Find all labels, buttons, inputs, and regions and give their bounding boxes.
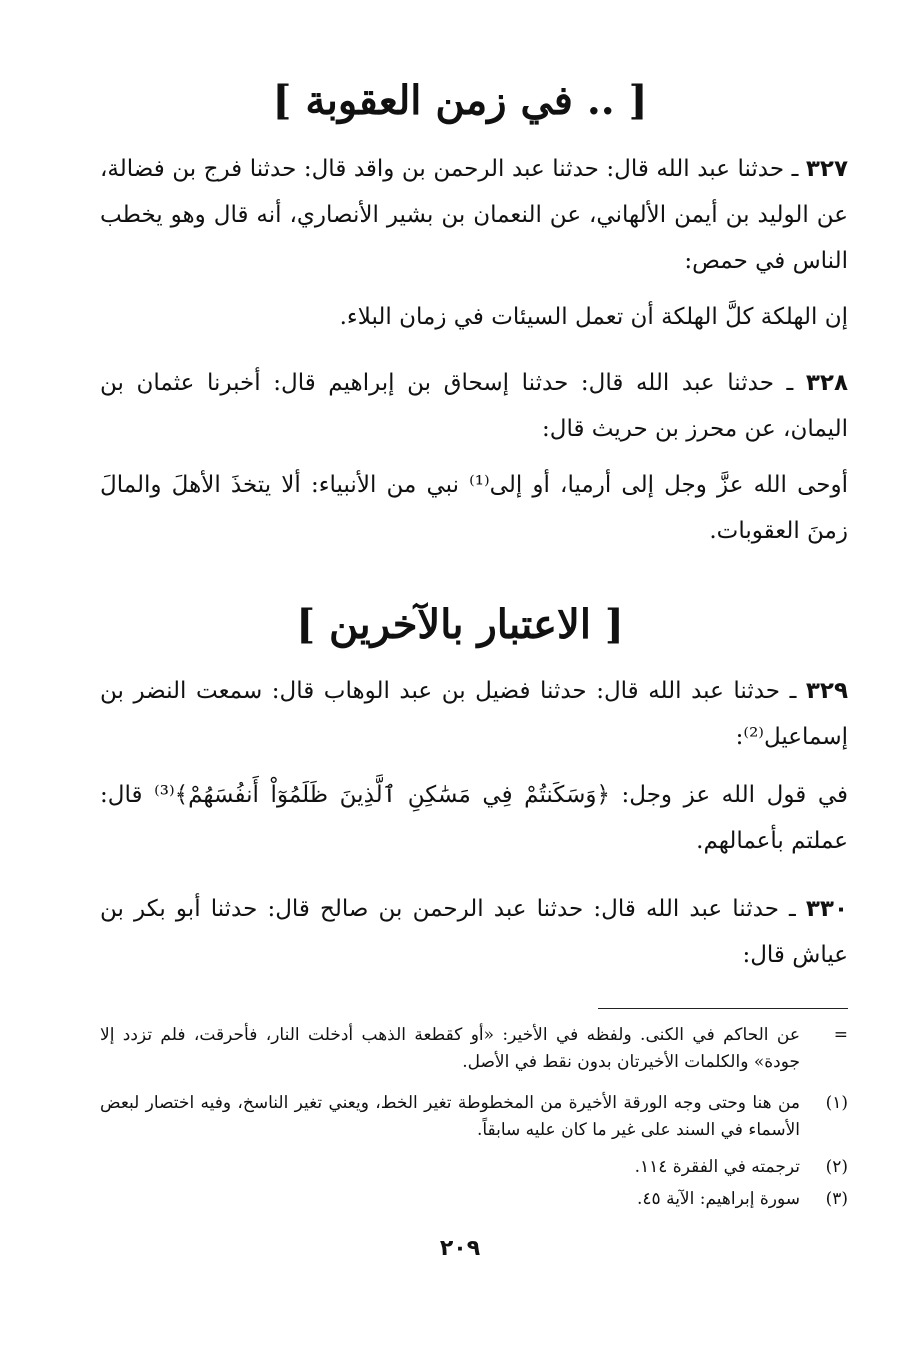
hadith-327-text: إن الهلكة كلَّ الهلكة أن تعمل السيئات في زمان البلاء. — [339, 304, 848, 330]
hadith-chain: ـ حدثنا عبد الله قال: حدثنا فضيل بن عبد الوهاب قال: سمعت النضر بن إسماعيل⁽²⁾: — [100, 678, 848, 750]
footnote-2 — [100, 1154, 848, 1181]
footnote-text: سورة إبراهيم: الآية ٤٥. — [637, 1189, 800, 1209]
footnote-continued — [100, 1022, 848, 1076]
hadith-327 — [100, 146, 848, 284]
hadith-329-text: في قول الله عز وجل: ﴿وَسَكَنتُمْ فِي مَسَٰكِنِ ٱلَّذِينَ ظَلَمُوٓاْ أَنفُسَهُمْ﴾⁽³⁾ قال: عملتم بأعمالهم. — [100, 782, 848, 854]
hadith-chain: ـ حدثنا عبد الله قال: حدثنا إسحاق بن إبراهيم قال: أخبرنا عثمان بن اليمان، عن محرز بن حريث قال: — [100, 370, 848, 442]
section-heading-punishment-time: [ .. في زمن العقوبة ] — [272, 77, 648, 124]
footnote-mark: (٢) — [825, 1157, 848, 1177]
hadith-number: ٣٢٨ — [805, 370, 848, 396]
hadith-number: ٣٢٩ — [805, 678, 848, 704]
hadith-number: ٣٢٧ — [805, 156, 848, 182]
hadith-chain: ـ حدثنا عبد الله قال: حدثنا عبد الرحمن بن صالح قال: حدثنا أبو بكر بن عياش قال: — [100, 896, 848, 968]
hadith-330 — [100, 886, 848, 978]
footnote-mark: (١) — [825, 1093, 848, 1113]
hadith-329 — [100, 668, 848, 760]
footnote-mark: = — [833, 1025, 848, 1045]
footnote-1 — [100, 1090, 848, 1144]
footnote-mark: (٣) — [825, 1189, 848, 1209]
footnote-text: من هنا وحتى وجه الورقة الأخيرة من المخطوطة تغير الخط، ويعني تغير الناسخ، وفيه اختصار لبعض الأسماء في السند على غير ما كان عليه سابقاً. — [100, 1093, 800, 1140]
hadith-328 — [100, 360, 848, 452]
footnote-text: ترجمته في الفقرة ١١٤. — [634, 1157, 800, 1177]
footnote-3 — [100, 1186, 848, 1213]
footnote-text: عن الحاكم في الكنى. ولفظه في الأخير: «أو كقطعة الذهب أدخلت النار، فأحرقت، فلم تزدد إلا جودة» والكلمات الأخيرتان بدون نقط في الأصل. — [100, 1025, 800, 1072]
page-number: ٢٠٩ — [439, 1236, 481, 1261]
section-heading-learning-from-others: [ الاعتبار بالآخرين ] — [296, 601, 624, 648]
footnote-separator — [598, 1008, 848, 1009]
hadith-328-text: أوحى الله عزَّ وجل إلى أرميا، أو إلى⁽¹⁾ نبي من الأنبياء: ألا يتخذَ الأهلَ والمالَ زمنَ العقوبات. — [100, 472, 848, 544]
hadith-number: ٣٣٠ — [805, 896, 848, 922]
hadith-chain: ـ حدثنا عبد الله قال: حدثنا عبد الرحمن بن واقد قال: حدثنا فرج بن فضالة، عن الوليد بن أيمن الألهاني، عن النعمان بن بشير الأنصاري، أنه قال وهو يخطب الناس في حمص: — [100, 156, 848, 274]
